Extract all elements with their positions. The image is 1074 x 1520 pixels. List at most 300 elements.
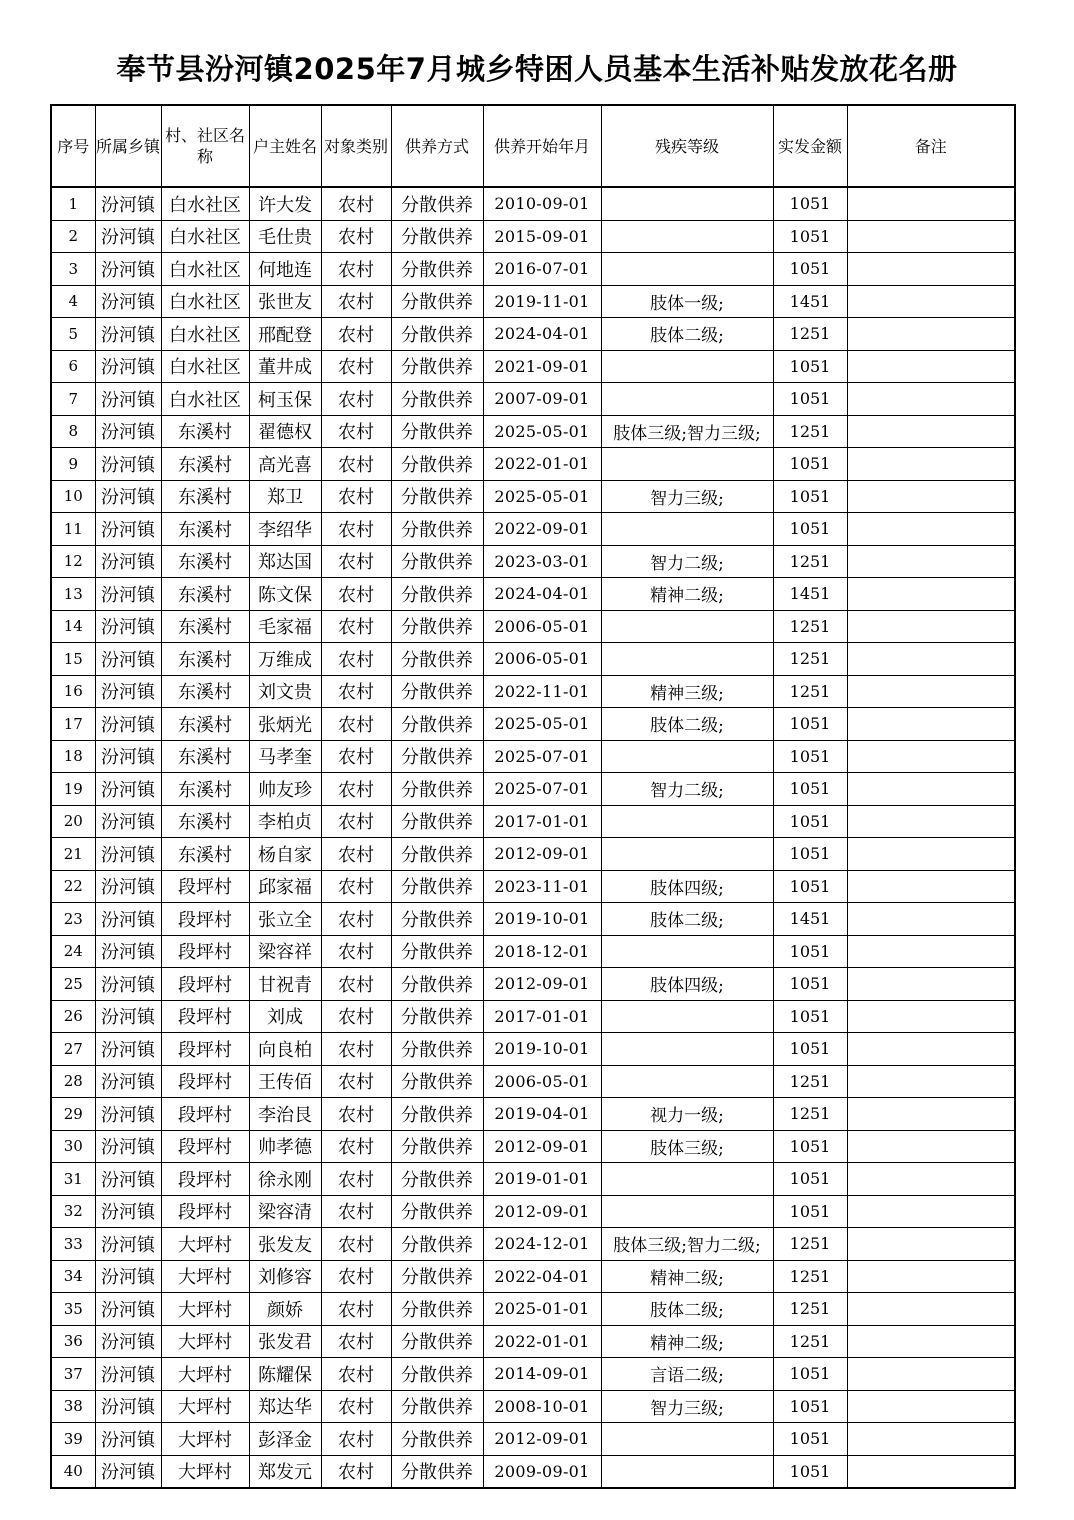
column-header-remark: 备注 [847,105,1015,187]
cell-remark [847,610,1015,643]
cell-start: 2012-09-01 [483,1423,601,1456]
cell-category: 农村 [321,773,391,806]
cell-remark [847,253,1015,286]
cell-mode: 分散供养 [391,903,483,936]
cell-amount: 1051 [773,1163,847,1196]
table-row [51,220,1015,253]
cell-index: 1 [51,187,95,220]
cell-remark [847,838,1015,871]
cell-village: 东溪村 [161,545,249,578]
cell-village: 东溪村 [161,448,249,481]
cell-mode: 分散供养 [391,220,483,253]
cell-remark [847,220,1015,253]
cell-category: 农村 [321,643,391,676]
cell-amount: 1251 [773,1260,847,1293]
table-row [51,253,1015,286]
cell-head: 李绍华 [249,513,321,546]
table-row [51,1423,1015,1456]
cell-disability [601,187,773,220]
cell-index: 8 [51,415,95,448]
cell-mode: 分散供养 [391,838,483,871]
cell-village: 段坪村 [161,1163,249,1196]
cell-village: 大坪村 [161,1228,249,1261]
cell-amount: 1051 [773,968,847,1001]
cell-start: 2024-04-01 [483,318,601,351]
cell-index: 20 [51,805,95,838]
table-row [51,1000,1015,1033]
cell-category: 农村 [321,285,391,318]
cell-disability: 肢体三级;智力二级; [601,1228,773,1261]
table-row [51,1130,1015,1163]
cell-remark [847,935,1015,968]
cell-remark [847,513,1015,546]
cell-amount: 1051 [773,513,847,546]
cell-town: 汾河镇 [95,253,161,286]
cell-remark [847,1130,1015,1163]
cell-disability: 精神二级; [601,1325,773,1358]
cell-village: 白水社区 [161,285,249,318]
cell-category: 农村 [321,1228,391,1261]
cell-remark [847,383,1015,416]
cell-mode: 分散供养 [391,870,483,903]
cell-village: 白水社区 [161,350,249,383]
cell-index: 27 [51,1033,95,1066]
cell-head: 彭泽金 [249,1423,321,1456]
cell-category: 农村 [321,350,391,383]
cell-amount: 1051 [773,350,847,383]
cell-town: 汾河镇 [95,740,161,773]
cell-village: 东溪村 [161,740,249,773]
cell-remark [847,1065,1015,1098]
cell-category: 农村 [321,1163,391,1196]
column-header-town: 所属乡镇 [95,105,161,187]
cell-category: 农村 [321,1390,391,1423]
cell-head: 董井成 [249,350,321,383]
cell-start: 2008-10-01 [483,1390,601,1423]
cell-index: 15 [51,643,95,676]
cell-disability [601,1455,773,1488]
table-row [51,1358,1015,1391]
table-row [51,1228,1015,1261]
cell-disability [601,740,773,773]
table-row [51,1390,1015,1423]
cell-village: 东溪村 [161,610,249,643]
cell-remark [847,1293,1015,1326]
cell-town: 汾河镇 [95,1033,161,1066]
cell-index: 7 [51,383,95,416]
cell-start: 2021-09-01 [483,350,601,383]
cell-category: 农村 [321,1325,391,1358]
cell-start: 2016-07-01 [483,253,601,286]
table-row [51,1195,1015,1228]
cell-start: 2024-12-01 [483,1228,601,1261]
cell-amount: 1051 [773,935,847,968]
cell-disability [601,838,773,871]
cell-head: 刘成 [249,1000,321,1033]
cell-disability: 智力二级; [601,773,773,806]
cell-village: 大坪村 [161,1358,249,1391]
cell-start: 2012-09-01 [483,1130,601,1163]
cell-mode: 分散供养 [391,1358,483,1391]
cell-index: 37 [51,1358,95,1391]
cell-village: 东溪村 [161,480,249,513]
cell-mode: 分散供养 [391,708,483,741]
cell-category: 农村 [321,935,391,968]
cell-start: 2025-07-01 [483,773,601,806]
cell-disability: 精神二级; [601,578,773,611]
cell-head: 颜娇 [249,1293,321,1326]
cell-start: 2025-01-01 [483,1293,601,1326]
cell-town: 汾河镇 [95,1195,161,1228]
cell-category: 农村 [321,578,391,611]
cell-start: 2018-12-01 [483,935,601,968]
cell-start: 2023-03-01 [483,545,601,578]
cell-mode: 分散供养 [391,740,483,773]
cell-village: 大坪村 [161,1423,249,1456]
cell-remark [847,1390,1015,1423]
cell-start: 2006-05-01 [483,643,601,676]
cell-remark [847,708,1015,741]
cell-amount: 1451 [773,285,847,318]
roster-table [50,104,1016,1489]
cell-amount: 1051 [773,1000,847,1033]
table-row [51,643,1015,676]
cell-mode: 分散供养 [391,1195,483,1228]
column-header-index: 序号 [51,105,95,187]
cell-index: 39 [51,1423,95,1456]
cell-amount: 1251 [773,318,847,351]
cell-index: 9 [51,448,95,481]
cell-village: 段坪村 [161,870,249,903]
cell-town: 汾河镇 [95,643,161,676]
table-row [51,318,1015,351]
cell-disability [601,383,773,416]
table-row [51,773,1015,806]
cell-start: 2025-05-01 [483,415,601,448]
table-row [51,1325,1015,1358]
cell-amount: 1051 [773,838,847,871]
table-row [51,578,1015,611]
cell-village: 大坪村 [161,1390,249,1423]
cell-amount: 1051 [773,220,847,253]
cell-village: 东溪村 [161,643,249,676]
cell-start: 2012-09-01 [483,1195,601,1228]
cell-amount: 1051 [773,1195,847,1228]
cell-town: 汾河镇 [95,513,161,546]
cell-start: 2019-04-01 [483,1098,601,1131]
table-row [51,415,1015,448]
cell-amount: 1251 [773,643,847,676]
cell-mode: 分散供养 [391,1260,483,1293]
cell-index: 5 [51,318,95,351]
cell-head: 许大发 [249,187,321,220]
cell-disability: 肢体二级; [601,903,773,936]
cell-head: 梁容祥 [249,935,321,968]
cell-amount: 1451 [773,903,847,936]
cell-town: 汾河镇 [95,1228,161,1261]
cell-index: 32 [51,1195,95,1228]
table-body [51,187,1015,1488]
cell-head: 柯玉保 [249,383,321,416]
cell-head: 邢配登 [249,318,321,351]
cell-head: 郑卫 [249,480,321,513]
cell-index: 3 [51,253,95,286]
cell-amount: 1051 [773,187,847,220]
cell-town: 汾河镇 [95,415,161,448]
cell-disability: 肢体三级; [601,1130,773,1163]
cell-head: 张发君 [249,1325,321,1358]
cell-category: 农村 [321,708,391,741]
cell-start: 2019-01-01 [483,1163,601,1196]
cell-category: 农村 [321,1358,391,1391]
cell-disability [601,1195,773,1228]
page-title: 奉节县汾河镇2025年7月城乡特困人员基本生活补贴发放花名册 [116,52,958,86]
cell-remark [847,350,1015,383]
cell-head: 马孝奎 [249,740,321,773]
cell-town: 汾河镇 [95,1000,161,1033]
table-row [51,187,1015,220]
cell-index: 19 [51,773,95,806]
cell-category: 农村 [321,545,391,578]
cell-start: 2015-09-01 [483,220,601,253]
cell-town: 汾河镇 [95,1163,161,1196]
table-row [51,1163,1015,1196]
cell-head: 郑达国 [249,545,321,578]
cell-remark [847,1455,1015,1488]
cell-amount: 1251 [773,1293,847,1326]
cell-disability: 肢体二级; [601,318,773,351]
cell-disability: 精神二级; [601,1260,773,1293]
cell-remark [847,545,1015,578]
cell-start: 2009-09-01 [483,1455,601,1488]
cell-remark [847,1228,1015,1261]
cell-mode: 分散供养 [391,415,483,448]
cell-amount: 1251 [773,1065,847,1098]
cell-category: 农村 [321,513,391,546]
cell-mode: 分散供养 [391,1455,483,1488]
cell-category: 农村 [321,480,391,513]
cell-town: 汾河镇 [95,610,161,643]
cell-disability: 肢体四级; [601,968,773,1001]
table-row [51,1455,1015,1488]
cell-amount: 1251 [773,545,847,578]
cell-mode: 分散供养 [391,480,483,513]
cell-mode: 分散供养 [391,1163,483,1196]
cell-town: 汾河镇 [95,838,161,871]
cell-category: 农村 [321,675,391,708]
cell-index: 11 [51,513,95,546]
table-row [51,1065,1015,1098]
cell-town: 汾河镇 [95,675,161,708]
cell-remark [847,578,1015,611]
cell-index: 21 [51,838,95,871]
cell-start: 2006-05-01 [483,610,601,643]
cell-head: 翟德权 [249,415,321,448]
cell-amount: 1051 [773,708,847,741]
cell-disability [601,1163,773,1196]
cell-head: 张炳光 [249,708,321,741]
cell-index: 12 [51,545,95,578]
cell-village: 东溪村 [161,708,249,741]
cell-start: 2012-09-01 [483,968,601,1001]
cell-start: 2022-01-01 [483,448,601,481]
cell-head: 刘修容 [249,1260,321,1293]
cell-mode: 分散供养 [391,1423,483,1456]
cell-remark [847,318,1015,351]
cell-start: 2017-01-01 [483,805,601,838]
table-row [51,805,1015,838]
cell-start: 2019-10-01 [483,903,601,936]
cell-amount: 1051 [773,1033,847,1066]
cell-amount: 1051 [773,480,847,513]
cell-mode: 分散供养 [391,1325,483,1358]
cell-start: 2022-04-01 [483,1260,601,1293]
cell-village: 东溪村 [161,675,249,708]
cell-category: 农村 [321,805,391,838]
cell-category: 农村 [321,838,391,871]
cell-disability: 肢体三级;智力三级; [601,415,773,448]
cell-index: 29 [51,1098,95,1131]
cell-disability [601,1033,773,1066]
cell-disability: 肢体二级; [601,708,773,741]
cell-mode: 分散供养 [391,675,483,708]
cell-category: 农村 [321,1260,391,1293]
cell-town: 汾河镇 [95,968,161,1001]
cell-disability [601,448,773,481]
cell-village: 东溪村 [161,578,249,611]
cell-head: 邱家福 [249,870,321,903]
cell-disability [601,1000,773,1033]
cell-disability: 精神三级; [601,675,773,708]
cell-remark [847,285,1015,318]
cell-amount: 1451 [773,578,847,611]
cell-remark [847,480,1015,513]
cell-category: 农村 [321,220,391,253]
cell-village: 段坪村 [161,1000,249,1033]
cell-remark [847,1260,1015,1293]
cell-amount: 1251 [773,1098,847,1131]
cell-head: 张立全 [249,903,321,936]
cell-start: 2022-01-01 [483,1325,601,1358]
table-row [51,383,1015,416]
cell-amount: 1051 [773,1130,847,1163]
cell-start: 2007-09-01 [483,383,601,416]
table-row [51,675,1015,708]
cell-disability: 智力三级; [601,480,773,513]
cell-town: 汾河镇 [95,578,161,611]
cell-head: 徐永刚 [249,1163,321,1196]
column-header-head: 户主姓名 [249,105,321,187]
cell-remark [847,1163,1015,1196]
cell-index: 28 [51,1065,95,1098]
cell-head: 刘文贵 [249,675,321,708]
column-header-amount: 实发金额 [773,105,847,187]
cell-disability [601,350,773,383]
table-row [51,838,1015,871]
cell-category: 农村 [321,968,391,1001]
cell-town: 汾河镇 [95,350,161,383]
cell-category: 农村 [321,610,391,643]
cell-head: 陈文保 [249,578,321,611]
cell-category: 农村 [321,1293,391,1326]
cell-amount: 1051 [773,383,847,416]
table-row [51,1033,1015,1066]
cell-remark [847,1423,1015,1456]
cell-index: 16 [51,675,95,708]
cell-village: 段坪村 [161,1098,249,1131]
cell-mode: 分散供养 [391,448,483,481]
cell-start: 2010-09-01 [483,187,601,220]
table-row [51,968,1015,1001]
cell-head: 毛家福 [249,610,321,643]
column-header-start: 供养开始年月 [483,105,601,187]
cell-start: 2017-01-01 [483,1000,601,1033]
cell-category: 农村 [321,1098,391,1131]
cell-town: 汾河镇 [95,383,161,416]
cell-town: 汾河镇 [95,708,161,741]
cell-index: 23 [51,903,95,936]
cell-town: 汾河镇 [95,870,161,903]
cell-head: 何地连 [249,253,321,286]
cell-village: 白水社区 [161,187,249,220]
cell-index: 4 [51,285,95,318]
cell-index: 35 [51,1293,95,1326]
cell-village: 东溪村 [161,838,249,871]
cell-town: 汾河镇 [95,1098,161,1131]
cell-town: 汾河镇 [95,448,161,481]
cell-village: 东溪村 [161,513,249,546]
column-header-mode: 供养方式 [391,105,483,187]
table-row [51,285,1015,318]
cell-index: 26 [51,1000,95,1033]
cell-head: 帅孝德 [249,1130,321,1163]
cell-remark [847,773,1015,806]
cell-index: 18 [51,740,95,773]
cell-town: 汾河镇 [95,285,161,318]
cell-disability: 视力一级; [601,1098,773,1131]
cell-village: 东溪村 [161,805,249,838]
cell-mode: 分散供养 [391,1065,483,1098]
cell-mode: 分散供养 [391,187,483,220]
cell-disability: 肢体一级; [601,285,773,318]
cell-town: 汾河镇 [95,1455,161,1488]
cell-head: 帅友珍 [249,773,321,806]
cell-mode: 分散供养 [391,1390,483,1423]
cell-category: 农村 [321,740,391,773]
cell-mode: 分散供养 [391,968,483,1001]
cell-disability [601,1423,773,1456]
cell-index: 17 [51,708,95,741]
cell-amount: 1051 [773,448,847,481]
cell-category: 农村 [321,903,391,936]
cell-remark [847,448,1015,481]
cell-head: 王传佰 [249,1065,321,1098]
cell-mode: 分散供养 [391,610,483,643]
column-header-disability: 残疾等级 [601,105,773,187]
table-row [51,610,1015,643]
cell-category: 农村 [321,1423,391,1456]
cell-index: 36 [51,1325,95,1358]
table-row [51,1260,1015,1293]
cell-village: 段坪村 [161,1033,249,1066]
cell-start: 2025-05-01 [483,708,601,741]
table-row [51,448,1015,481]
cell-town: 汾河镇 [95,805,161,838]
cell-disability [601,643,773,676]
cell-disability [601,1065,773,1098]
cell-mode: 分散供养 [391,1293,483,1326]
cell-mode: 分散供养 [391,253,483,286]
